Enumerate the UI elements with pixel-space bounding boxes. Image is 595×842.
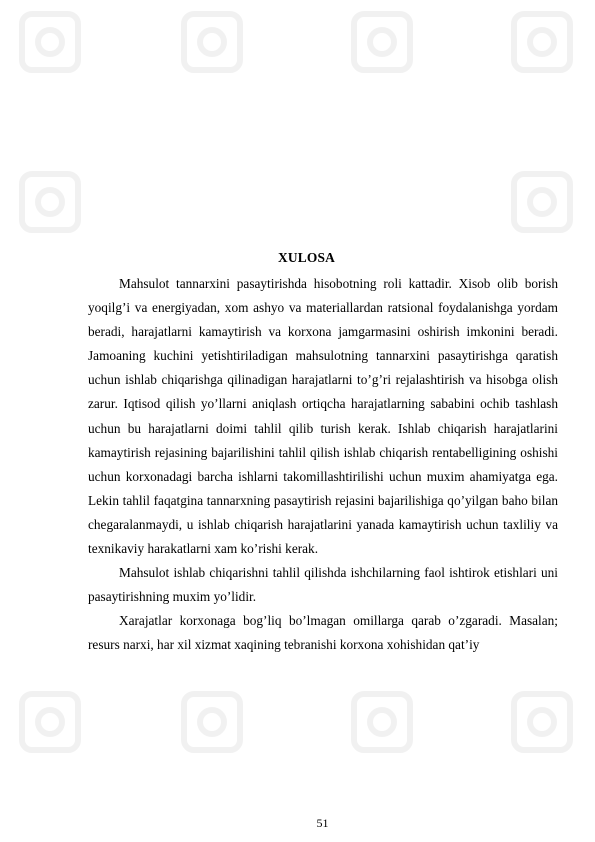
watermark-icon <box>510 170 574 234</box>
watermark-icon <box>350 10 414 74</box>
paragraph: Mahsulot tannarxini pasaytirishda hisobotning roli kattadir. Xisob olib borish yoqilg’i va energiyadan, xom ashyo va materiallardan ratsional foydalanishga yordam beradi, harajatlarni kamaytirish va korxona jamgarmasini oshirish imkonini beradi. Jamoaning kuchini yetishtiriladigan mahsulotning tannarxini pasaytirishga qaratish uchun ishlab chiqarishga qilinadigan harajatlarni to’g’ri rejalashtirish va hisobga olish zarur. Iqtisod qilish yo’llarni aniqlash ortiqcha harajatlarning sababini ochib tashlash uchun bu harajatlarni doimi tahlil qilib turish kerak. Ishlab chiqarish harajatlarini kamaytirish rejasining bajarilishini tahlil qilish ishlab chiqarish rentabelligining oshishi uchun korxonadagi barcha ishlarni takomillashtirilishi uchun muxim ahamiyatga ega. Lekin tahlil faqatgina tannarxning pasaytirish rejasini bajarilishiga qo’yilgan baho bilan chegaralanmaydi, u ishlab chiqarish harajatlarini yanada kamaytirish uchun taxliliy va texnikaviy harakatlarni xam ko’rishi kerak. <box>88 276 558 557</box>
document-title: XULOSA <box>277 250 335 265</box>
watermark-icon <box>180 10 244 74</box>
document-body <box>88 272 558 658</box>
watermark-icon <box>510 10 574 74</box>
watermark-icon <box>510 690 574 754</box>
watermark-icon <box>18 170 82 234</box>
watermark-icon <box>180 690 244 754</box>
watermark-icon <box>18 10 82 74</box>
paragraph: Mahsulot ishlab chiqarishni tahlil qilishda ishchilarning faol ishtirok etishlari uni pasaytirishning muxim yo’lidir. <box>88 565 558 605</box>
watermark-icon <box>18 690 82 754</box>
paragraph: Xarajatlar korxonaga bog’liq bo’lmagan omillarga qarab o’zgaradi. Masalan; resurs narxi, har xil xizmat xaqining tebranishi korxona xohishidan qat’iy <box>88 613 558 653</box>
page-number: 51 <box>316 816 329 830</box>
watermark-icon <box>350 690 414 754</box>
